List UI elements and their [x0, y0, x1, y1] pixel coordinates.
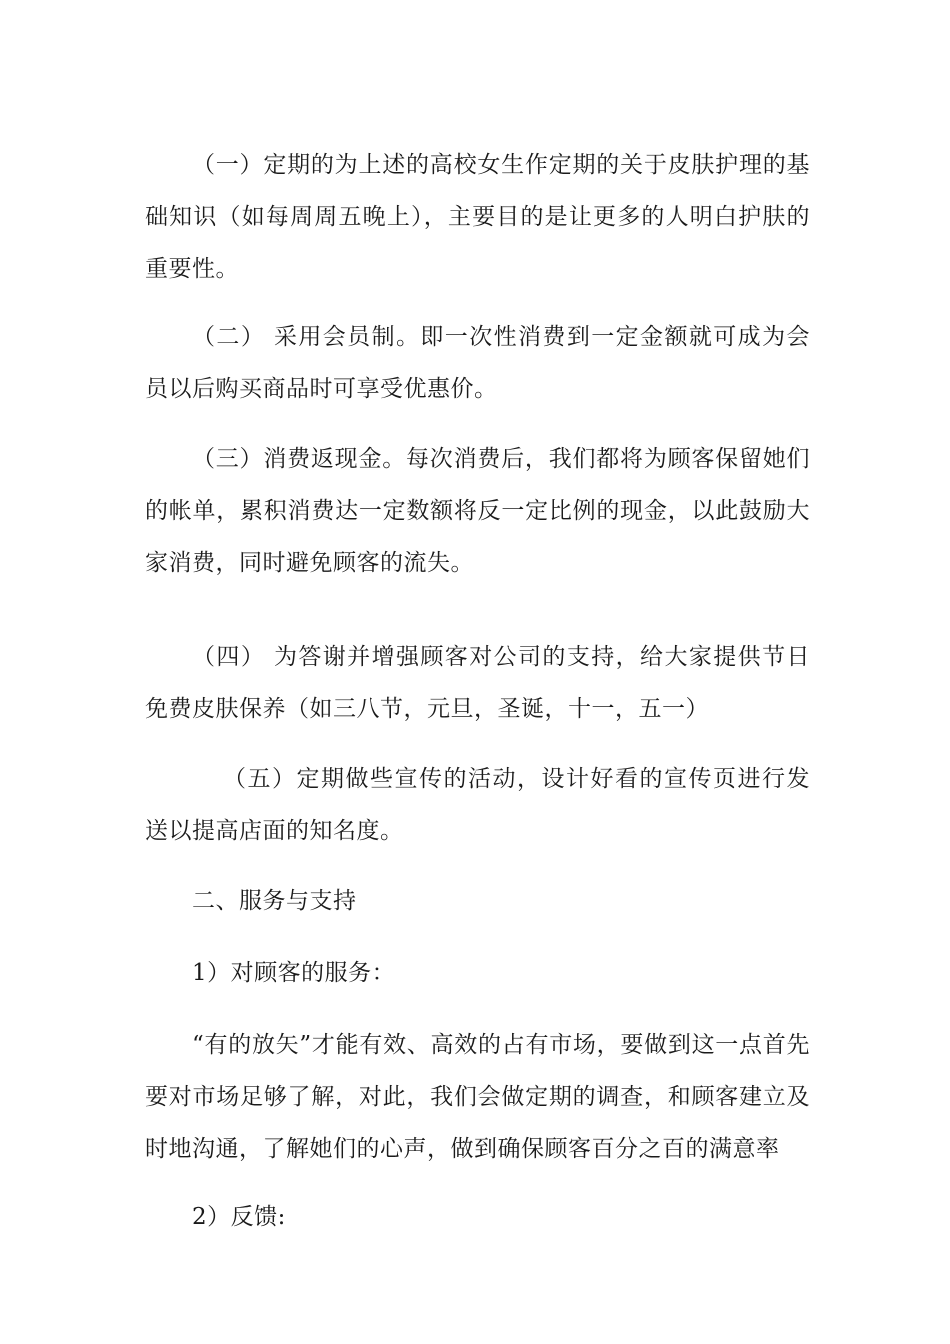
paragraph-item-2: （二） 采用会员制。即一次性消费到一定金额就可成为会员以后购买商品时可享受优惠价。	[145, 324, 810, 402]
subsection-heading-feedback: 2）反馈:	[192, 1204, 286, 1230]
paragraph-service-description: “有的放矢”才能有效、高效的占有市场，要做到这一点首先要对市场足够了解，对此，我们会做定期的调查，和顾客建立及时地沟通，了解她们的心声，做到确保顾客百分之百的满意率	[145, 1032, 810, 1162]
section-heading: 二、服务与支持	[192, 888, 357, 914]
paragraph-item-1: （一）定期的为上述的高校女生作定期的关于皮肤护理的基础知识（如每周周五晚上），主要目的是让更多的人明白护肤的重要性。	[145, 152, 810, 282]
subsection-heading-service: 1）对顾客的服务：	[192, 960, 396, 986]
paragraph-item-5: （五）定期做些宣传的活动，设计好看的宣传页进行发送以提高店面的知名度。	[145, 766, 810, 844]
paragraph-item-3: （三）消费返现金。每次消费后，我们都将为顾客保留她们的帐单，累积消费达一定数额将反一定比例的现金，以此鼓励大家消费，同时避免顾客的流失。	[145, 446, 810, 576]
paragraph-item-4: （四） 为答谢并增强顾客对公司的支持，给大家提供节日免费皮肤保养（如三八节，元旦，圣诞，十一，五一）	[145, 644, 810, 722]
